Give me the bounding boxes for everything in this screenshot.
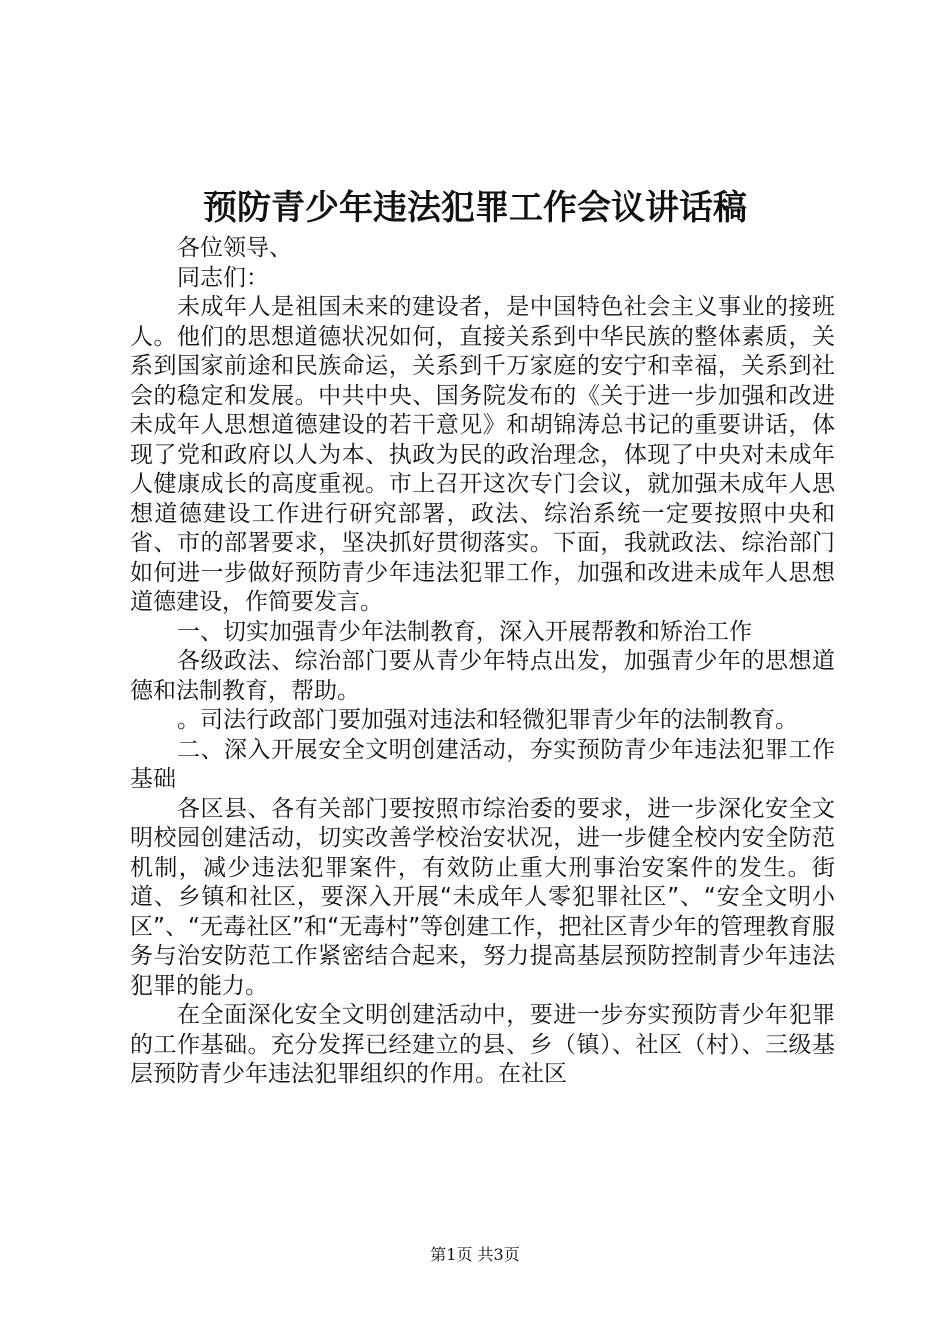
page-number-footer: 第1页 共3页 [430,1245,520,1264]
body-paragraph: 各级政法、综治部门要从青少年特点出发，加强青少年的思想道德和法制教育，帮助。 [130,648,835,704]
document-body [130,234,835,1090]
body-paragraph: 在全面深化安全文明创建活动中，要进一步夯实预防青少年犯罪的工作基础。充分发挥已经建立的县、乡（镇）、社区（村）、三级基层预防青少年违法犯罪组织的作用。在社区 [130,1002,835,1087]
salutation-comrades: 同志们： [177,264,269,291]
body-paragraph: 各区县、各有关部门要按照市综治委的要求，进一步深化安全文明校园创建活动，切实改善学校治安状况，进一步健全校内安全防范机制，减少违法犯罪案件，有效防止重大刑事治安案件的发生。街道、乡镇和社区，要深入开展“未成年人零犯罪社区”、“安全文明小区”、“无毒社区”和“无毒村”等创建工作，把社区青少年的管理教育服务与治安防范工作紧密结合起来，努力提高基层预防控制青少年违法犯罪的能力。 [130,795,835,999]
body-paragraph: 。司法行政部门要加强对违法和轻微犯罪青少年的法制教育。 [177,707,798,733]
section-heading-2: 二、深入开展安全文明创建活动，夯实预防青少年违法犯罪工作基础 [130,736,835,792]
salutation-leaders: 各位领导、 [177,235,292,261]
document-title: 预防青少年违法犯罪工作会议讲话稿 [203,188,747,228]
intro-paragraph: 未成年人是祖国未来的建设者，是中国特色社会主义事业的接班人。他们的思想道德状况如何，直接关系到中华民族的整体素质，关系到国家前途和民族命运，关系到千万家庭的安宁和幸福，关系到社会的稳定和发展。中共中央、国务院发布的《关于进一步加强和改进未成年人思想道德建设的若干意见》和胡锦涛总书记的重要讲话，体现了党和政府以人为本、执政为民的政治理念，体现了中央对未成年人健康成长的高度重视。市上召开这次专门会议，就加强未成年人思想道德建设工作进行研究部署，政法、综治系统一定要按照中央和省、市的部署要求，坚决抓好贯彻落实。下面，我就政法、综治部门如何进一步做好预防青少年违法犯罪工作，加强和改进未成年人思想道德建设，作简要发言。 [130,294,835,615]
section-heading-1: 一、切实加强青少年法制教育，深入开展帮教和矫治工作 [177,618,752,645]
